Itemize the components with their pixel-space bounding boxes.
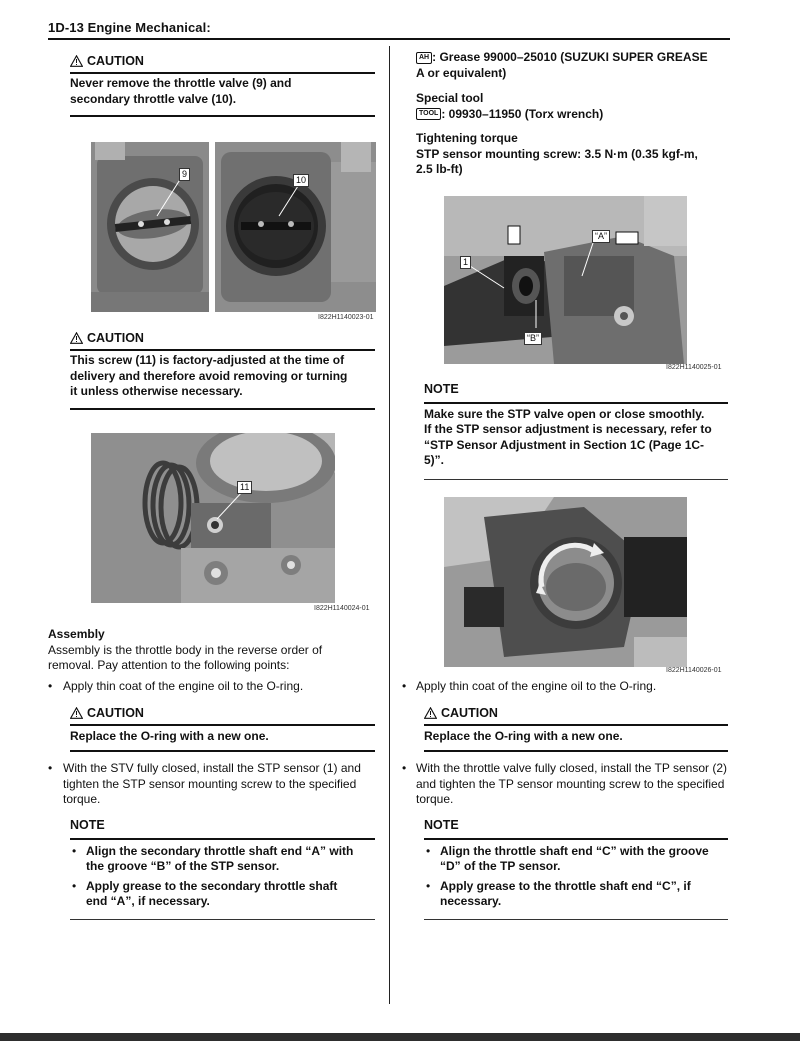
page-header: 1D-13 Engine Mechanical: — [48, 20, 211, 35]
note-rule-top — [424, 838, 728, 840]
assembly-heading: Assembly — [48, 627, 105, 641]
note-item: • Apply grease to the throttle shaft end “C”, if necessary. — [424, 879, 728, 910]
note-rule-bottom — [424, 479, 728, 480]
caution-rule-bottom — [424, 750, 728, 752]
warning-triangle-icon — [70, 332, 83, 344]
warning-triangle-icon — [70, 55, 83, 67]
note-block-right-2 — [424, 818, 728, 920]
caution-rule-top — [70, 72, 375, 74]
caution-label: CAUTION — [441, 706, 498, 720]
caution-label: CAUTION — [87, 54, 144, 68]
right-bullet-2: With the throttle valve fully closed, install the TP sensor (2) and tighten the TP sensor mounting screw to the specified torque. — [416, 761, 728, 806]
note-item: • Align the secondary throttle shaft end “A” with the groove “B” of the STP sensor. — [70, 844, 375, 875]
note-text: Make sure the STP valve open or close smoothly. If the STP sensor adjustment is necessary, refer to “STP Sensor Adjustment in Section 1C (Page 1C-5)”. — [424, 406, 712, 467]
special-tool-heading: Special tool — [416, 91, 484, 105]
caution-heading-3 — [70, 706, 375, 720]
special-tool-text: : 09930–11950 (Torx wrench) — [441, 106, 604, 121]
assembly-bullet-2: With the STV fully closed, install the STP sensor (1) and tighten the STP sensor mounting screw to the specified torque. — [63, 761, 361, 806]
note-rule-top — [424, 402, 728, 404]
note-label: NOTE — [424, 382, 459, 396]
warning-triangle-icon — [424, 707, 437, 719]
note-item-text: Align the secondary throttle shaft end “A” with the groove “B” of the STP sensor. — [86, 843, 354, 873]
figure-caption-3: I822H1140025-01 — [666, 364, 722, 371]
figure-caption-1: I822H1140023-01 — [318, 314, 374, 321]
caution-rule-top — [70, 349, 375, 351]
figure-caption-4: I822H1140026-01 — [666, 667, 722, 674]
right-bullet-1: Apply thin coat of the engine oil to the O-ring. — [416, 679, 657, 693]
caution-rule-bottom — [70, 408, 375, 410]
note-block-right-1 — [424, 382, 728, 480]
caution-block-right — [424, 706, 728, 752]
assembly-intro: Assembly is the throttle body in the reverse order of removal. Pay attention to the following points: — [48, 642, 323, 672]
figure-throttle-valves — [91, 142, 376, 312]
note-item-text: Apply grease to the secondary throttle shaft end “A”, if necessary. — [86, 878, 338, 908]
figure-stp-sensor — [444, 196, 687, 364]
note-label: NOTE — [424, 818, 459, 832]
tool-icon: TOOL — [416, 108, 441, 120]
note-label: NOTE — [70, 818, 105, 832]
caution-heading-1 — [70, 54, 375, 68]
bullet-dot: • — [48, 679, 53, 693]
column-divider — [389, 46, 390, 1004]
caution-label: CAUTION — [87, 331, 144, 345]
caution-text-2: This screw (11) is factory-adjusted at the time of delivery and therefore avoid removing or turning it unless otherwise necessary. — [70, 353, 348, 398]
note-block-left — [70, 818, 375, 920]
callout-10: 10 — [293, 174, 309, 187]
stp-sensor-photo — [444, 196, 687, 364]
callout-1: 1 — [460, 256, 471, 269]
figure-adjust-screw — [91, 433, 335, 603]
assembly-section — [48, 627, 378, 674]
caution-text-right: Replace the O-ring with a new one. — [424, 729, 623, 743]
footer-bar — [0, 1033, 800, 1041]
callout-a: “A” — [592, 230, 610, 243]
caution-rule-top — [70, 724, 375, 726]
caution-text-1: Never remove the throttle valve (9) and secondary throttle valve (10). — [70, 76, 292, 106]
grease-spec — [416, 50, 716, 81]
note-item: • Apply grease to the secondary throttle shaft end “A”, if necessary. — [70, 879, 375, 910]
callout-b: “B” — [524, 332, 542, 345]
caution-rule-top — [424, 724, 728, 726]
torque-spec — [416, 131, 716, 178]
caution-rule-bottom — [70, 750, 375, 752]
torque-heading: Tightening torque — [416, 131, 518, 145]
throttle-body-photo — [91, 142, 376, 312]
caution-block-1 — [70, 54, 375, 117]
callout-11: 11 — [237, 481, 252, 494]
note-item: • Align the throttle shaft end “C” with the groove “D” of the TP sensor. — [426, 843, 709, 873]
figure-caption-2: I822H1140024-01 — [314, 605, 370, 612]
bullet-dot: • — [48, 761, 53, 775]
caution-heading-right — [424, 706, 728, 720]
caution-block-3 — [70, 706, 375, 752]
bullet-dot: • — [402, 761, 407, 775]
callout-9: 9 — [179, 168, 190, 181]
caution-label: CAUTION — [87, 706, 144, 720]
throttle-open-photo — [444, 497, 687, 667]
caution-rule-bottom — [70, 115, 375, 117]
warning-triangle-icon — [70, 707, 83, 719]
caution-text-3: Replace the O-ring with a new one. — [70, 729, 269, 743]
adjust-screw-photo — [91, 433, 335, 603]
torque-text: STP sensor mounting screw: 3.5 N·m (0.35 kgf-m, 2.5 lb-ft) — [416, 146, 698, 176]
caution-block-2 — [70, 331, 375, 410]
grease-icon: AH — [416, 52, 432, 64]
bullet-dot: • — [402, 679, 407, 693]
caution-heading-2 — [70, 331, 375, 345]
note-item-text: Align the throttle shaft end “C” with the groove “D” of the TP sensor. — [440, 843, 709, 873]
grease-text: : Grease 99000–25010 (SUZUKI SUPER GREASE A or equivalent) — [416, 50, 708, 80]
special-tool-spec — [416, 91, 716, 122]
note-rule-top — [70, 838, 375, 840]
note-item-text: Apply grease to the throttle shaft end “C”, if necessary. — [440, 878, 691, 908]
figure-throttle-open — [444, 497, 687, 667]
note-rule-bottom — [424, 919, 728, 920]
assembly-bullet-1: Apply thin coat of the engine oil to the O-ring. — [63, 679, 304, 693]
header-rule — [48, 38, 730, 40]
note-rule-bottom — [70, 919, 375, 920]
